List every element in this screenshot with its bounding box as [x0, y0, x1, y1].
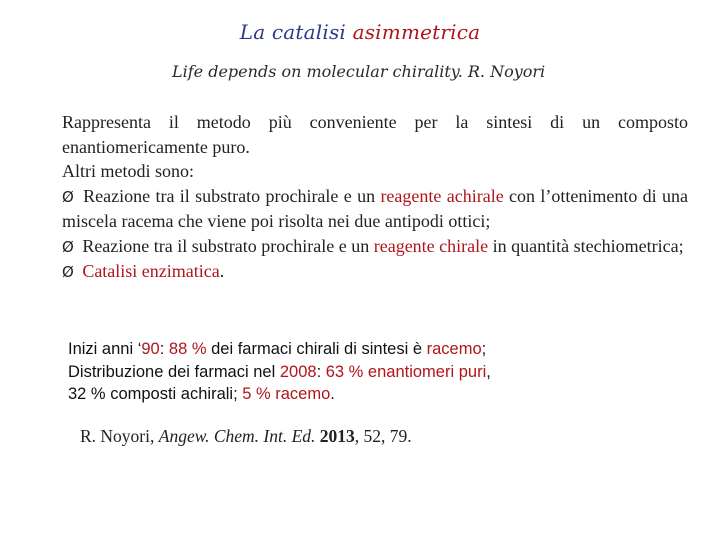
others-text: Altri metodi sono: [62, 161, 194, 181]
citation-volume-pages: , 52, 79. [354, 426, 412, 446]
title-part-2: asimmetrica [352, 20, 481, 44]
arrow-bullet-icon: Ø [62, 237, 74, 256]
slide-title [0, 20, 720, 44]
noyori-quote: Life depends on molecular chirality. R. Noyori [172, 62, 546, 81]
title-part-1: La catalisi [239, 20, 347, 44]
stats-line-3: 32 % composti achirali; 5 % racemo. [68, 385, 335, 403]
citation-author: R. Noyori, [80, 426, 155, 446]
highlight-reagente-chirale: reagente chirale [373, 235, 489, 256]
highlight-reagente-achirale: reagente achirale [380, 185, 504, 206]
list-item-1: Ø Reazione tra il substrato prochirale e un reagente achirale con l’ottenimento di una miscela racema che viene poi risolta nei due antipodi ottici; [62, 185, 689, 231]
statistics-block [68, 338, 608, 406]
arrow-bullet-icon: Ø [62, 263, 74, 281]
arrow-bullet-icon: Ø [62, 187, 74, 206]
stats-line-1: Inizi anni ‘90: 88 % dei farmaci chirali di sintesi è racemo; [68, 340, 487, 358]
citation [80, 426, 412, 447]
citation-year: 2013 [319, 426, 355, 446]
list-item-3: Ø Catalisi enzimatica. [62, 261, 225, 281]
stats-line-2: Distribuzione dei farmaci nel 2008: 63 % enantiomeri puri, [68, 362, 491, 381]
list-item-2: Ø Reazione tra il substrato prochirale e un reagente chirale in quantità stechiometrica; [62, 235, 684, 256]
main-text [62, 110, 688, 285]
citation-journal: Angew. Chem. Int. Ed. [158, 426, 316, 446]
highlight-catalisi-enzimatica: Catalisi enzimatica [82, 261, 220, 281]
intro-text: Rappresenta il metodo più conveniente per la sintesi di un composto enantiomericamente puro. [62, 112, 688, 157]
